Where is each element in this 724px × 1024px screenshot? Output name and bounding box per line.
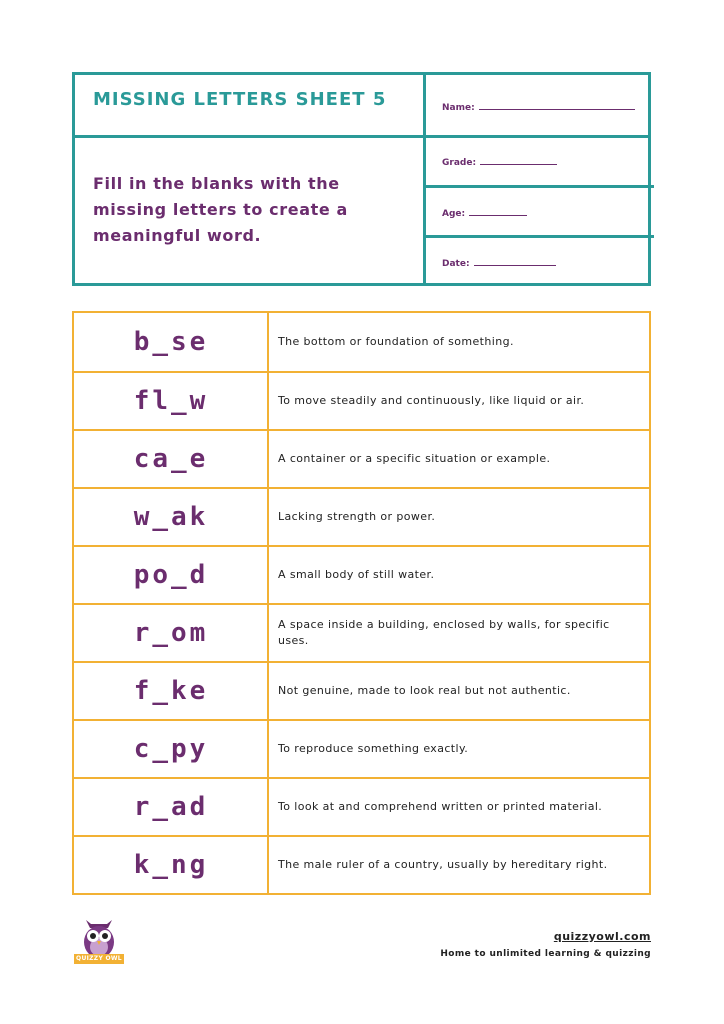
header-divider-title (75, 135, 648, 138)
header-divider-vertical (423, 75, 426, 283)
table-row (74, 719, 649, 777)
word-puzzle[interactable]: po_d (133, 560, 209, 591)
table-row (74, 603, 649, 661)
word-clue: The male ruler of a country, usually by hereditary right. (278, 858, 608, 872)
word-clue: The bottom or foundation of something. (278, 335, 514, 349)
date-label: Date: (442, 259, 470, 269)
table-row (74, 661, 649, 719)
age-label: Age: (442, 209, 466, 219)
date-field[interactable] (442, 256, 556, 269)
age-field[interactable] (442, 206, 527, 219)
word-puzzle[interactable]: c_py (133, 734, 209, 765)
table-row (74, 429, 649, 487)
logo-wordmark: QUIZZY OWL (74, 954, 124, 964)
grade-field[interactable] (442, 155, 557, 168)
name-blank[interactable] (479, 100, 635, 110)
word-clue: A small body of still water. (278, 568, 435, 582)
table-row (74, 371, 649, 429)
word-puzzle[interactable]: ca_e (133, 444, 209, 475)
site-tagline: Home to unlimited learning & quizzing (440, 949, 651, 959)
word-clue: To look at and comprehend written or printed material. (278, 800, 603, 814)
table-row (74, 835, 649, 893)
table-row (74, 545, 649, 603)
instructions-text: Fill in the blanks with the missing letters to create a meaningful word. (93, 174, 348, 245)
word-clue: A space inside a building, enclosed by walls, for specific uses. (278, 618, 610, 648)
word-clue: To move steadily and continuously, like liquid or air. (278, 394, 585, 408)
date-blank[interactable] (474, 256, 556, 266)
site-link[interactable]: quizzyowl.com (553, 930, 651, 943)
word-puzzle[interactable]: k_ng (133, 850, 209, 881)
header-divider-age (423, 235, 654, 238)
word-clue: To reproduce something exactly. (278, 742, 469, 756)
word-clue: Not genuine, made to look real but not authentic. (278, 684, 571, 698)
grade-label: Grade: (442, 158, 477, 168)
word-puzzle[interactable]: b_se (133, 327, 209, 358)
page-title: MISSING LETTERS SHEET 5 (93, 89, 387, 110)
missing-letters-table (72, 311, 651, 895)
word-puzzle[interactable]: fl_w (133, 386, 209, 417)
grade-blank[interactable] (480, 155, 557, 165)
table-row (74, 313, 649, 371)
word-puzzle[interactable]: r_ad (133, 792, 209, 823)
table-row (74, 487, 649, 545)
word-clue: A container or a specific situation or example. (278, 452, 551, 466)
word-clue: Lacking strength or power. (278, 510, 436, 524)
header-divider-grade (423, 185, 654, 188)
word-puzzle[interactable]: w_ak (133, 502, 209, 533)
word-puzzle[interactable]: f_ke (133, 676, 209, 707)
word-puzzle[interactable]: r_om (133, 618, 209, 649)
name-field[interactable] (442, 100, 635, 113)
name-label: Name: (442, 103, 475, 113)
table-row (74, 777, 649, 835)
worksheet-header (72, 72, 651, 286)
age-blank[interactable] (469, 206, 527, 216)
